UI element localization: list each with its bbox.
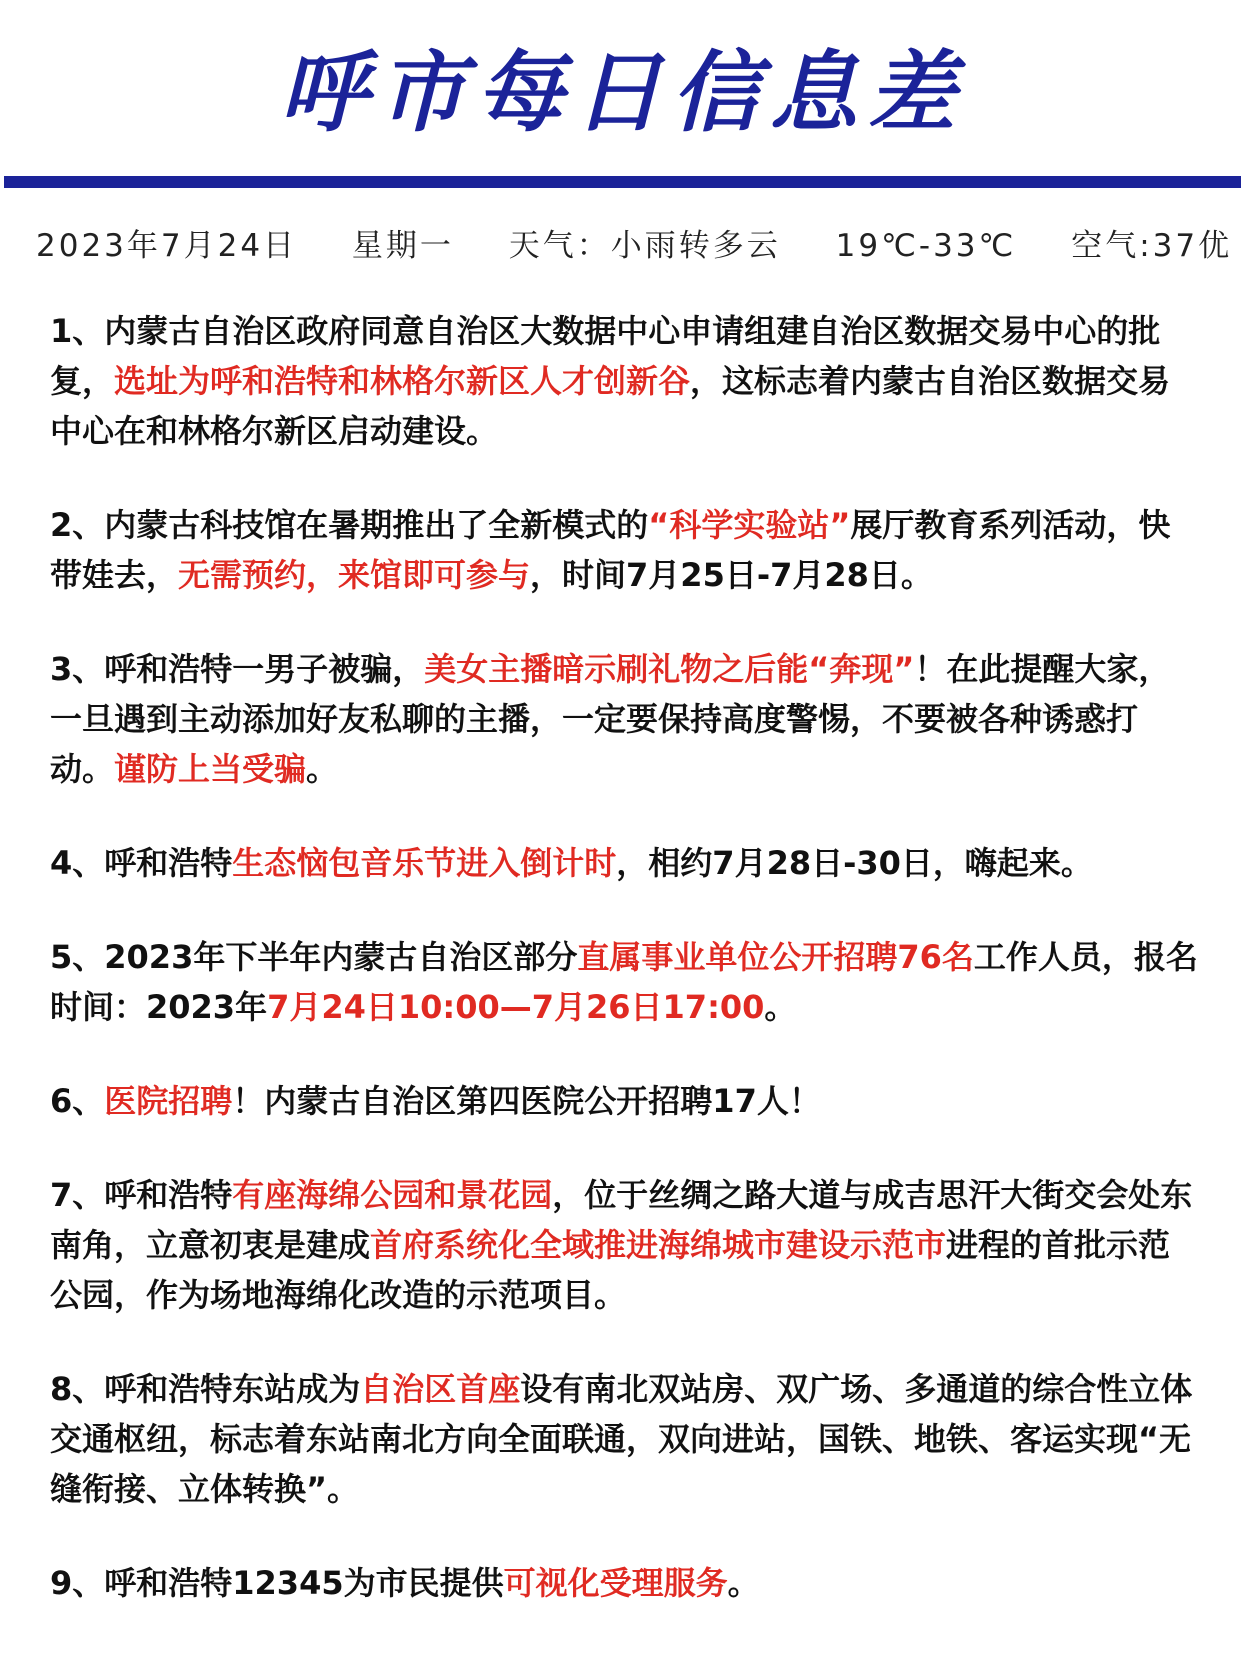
- body-text: ，时间7月25日-7月28日。: [530, 556, 933, 594]
- highlight-text: “科学实验站”: [648, 506, 851, 544]
- highlight-text: 7月24日10:00—7月26日17:00: [267, 988, 765, 1026]
- news-item: [50, 838, 1200, 888]
- news-item: [50, 1170, 1200, 1320]
- title-divider: [4, 176, 1241, 188]
- date-text: 2023年7月24日: [36, 228, 298, 264]
- news-list: [50, 306, 1200, 1652]
- body-text: ，相约7月28日-30日，嗨起来。: [616, 844, 1093, 882]
- body-text: ！在此提醒大家，一旦遇到主动添加好友私聊的主播，一定要保持高度警惕，不要被各种诱惑打动。: [50, 650, 1171, 788]
- body-text: 进程的首批示范公园，作为场地海绵化改造的示范项目。: [50, 1226, 1171, 1314]
- body-text: 7、呼和浩特: [50, 1176, 233, 1214]
- body-text: 工作人员，报名时间：2023年: [50, 938, 1198, 1026]
- body-text: 2、内蒙古科技馆在暑期推出了全新模式的: [50, 506, 649, 544]
- body-text: 1、内蒙古自治区政府同意自治区大数据中心申请组建自治区数据交易中心的批复，: [50, 312, 1161, 400]
- body-text: ，这标志着内蒙古自治区数据交易中心在和林格尔新区启动建设。: [50, 362, 1171, 450]
- highlight-text: 美女主播暗示刷礼物之后能“奔现”: [424, 650, 915, 688]
- news-item: [50, 1558, 1200, 1608]
- highlight-text: 无需预约，来馆即可参与: [178, 556, 531, 594]
- news-item: [50, 306, 1200, 456]
- body-text: 8、呼和浩特东站成为: [50, 1370, 361, 1408]
- news-item: [50, 1076, 1200, 1126]
- body-text: 4、呼和浩特: [50, 844, 233, 882]
- body-text: ，位于丝绸之路大道与成吉思汗大街交会处东南角，立意初衷是建成: [50, 1176, 1193, 1264]
- highlight-text: 首府系统化全域推进海绵城市建设示范市: [370, 1226, 947, 1264]
- highlight-text: 选址为呼和浩特和林格尔新区人才创新谷: [114, 362, 691, 400]
- weather-text: 天气：小雨转多云: [508, 228, 781, 264]
- body-text: 。: [306, 750, 339, 788]
- highlight-text: 可视化受理服务: [503, 1564, 728, 1602]
- news-item: [50, 932, 1200, 1032]
- body-text: 9、呼和浩特12345为市民提供: [50, 1564, 504, 1602]
- body-text: 3、呼和浩特一男子被骗，: [50, 650, 425, 688]
- body-text: 5、2023年下半年内蒙古自治区部分: [50, 938, 578, 976]
- body-text: 展厅教育系列活动，快带娃去，: [50, 506, 1171, 594]
- news-item: [50, 644, 1200, 794]
- body-text: 。: [764, 988, 797, 1026]
- body-text: 设有南北双站房、双广场、多通道的综合性立体交通枢纽，标志着东站南北方向全面联通，双向进站，国铁、地铁、客运实现“无缝衔接、立体转换”。: [50, 1370, 1193, 1508]
- body-text: 6、: [50, 1082, 105, 1120]
- highlight-text: 医院招聘: [104, 1082, 233, 1120]
- highlight-text: 谨防上当受骗: [114, 750, 307, 788]
- highlight-text: 直属事业单位公开招聘76名: [577, 938, 974, 976]
- news-item: [50, 500, 1200, 600]
- weekday-text: 星期一: [351, 228, 454, 264]
- highlight-text: 生态恼包音乐节进入倒计时: [232, 844, 617, 882]
- body-text: ！内蒙古自治区第四医院公开招聘17人！: [232, 1082, 821, 1120]
- page-title: 呼市每日信息差: [279, 41, 966, 144]
- news-item: [50, 1364, 1200, 1514]
- highlight-text: 自治区首座: [360, 1370, 521, 1408]
- temperature-text: 19℃-33℃: [835, 228, 1017, 264]
- body-text: 。: [727, 1564, 760, 1602]
- info-bar: [36, 224, 1233, 268]
- air-quality-text: 空气:37优: [1071, 228, 1233, 264]
- highlight-text: 有座海绵公园和景花园: [232, 1176, 553, 1214]
